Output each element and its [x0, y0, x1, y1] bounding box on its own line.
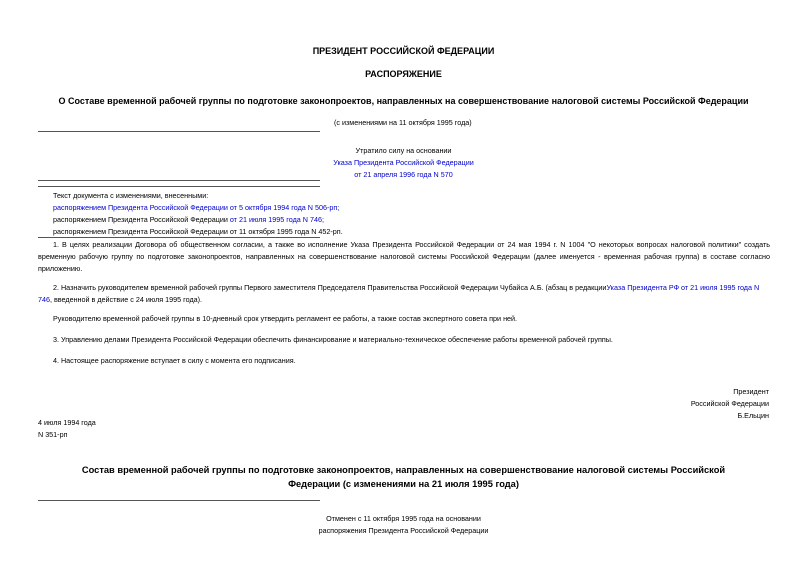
change-item-2-prefix: распоряжением Президента Российской Федерации: [53, 215, 230, 224]
appendix-cancel-line2: распоряжения Президента Российской Федерации: [318, 526, 489, 535]
changes-block: [53, 190, 343, 238]
divider-1: [38, 131, 320, 132]
invalidation-decree-date-link[interactable]: от 21 апреля 1996 года N 570: [354, 170, 453, 179]
document-title: О Составе временной рабочей группы по подготовке законопроектов, направленных на совершенствование налоговой системы Российской Федерации: [58, 96, 749, 106]
amendments-note: (с изменениями на 11 октября 1995 года): [334, 118, 472, 127]
paragraph-2-link[interactable]: Указа Президента РФ от 21 июля 1995 года N 746: [38, 283, 760, 304]
paragraph-2-start: 2. Назначить руководителем временной рабочей группы Первого заместителя Председателя Правительства Российской Федерации Чубайса А.Б. (абзац в редакции: [53, 283, 607, 292]
divider-2: [38, 180, 320, 181]
divider-5: [38, 500, 320, 501]
invalidated-notice: [0, 145, 807, 181]
appendix-title: Состав временной рабочей группы по подготовке законопроектов, направленных на совершенствование налоговой системы Российской Федерации (с изменениями на 21 июля 1995 года): [81, 465, 726, 489]
appendix-cancel-notice: [0, 513, 807, 537]
appendix-cancel-line1: Отменен с 11 октября 1995 года на основании: [326, 514, 481, 523]
change-item-3: распоряжением Президента Российской Федерации от 11 октября 1995 года N 452-рп.: [53, 227, 343, 236]
changes-intro: Текст документа с изменениями, внесенными:: [53, 191, 209, 200]
president-heading: ПРЕЗИДЕНТ РОССИЙСКОЙ ФЕДЕРАЦИИ: [312, 46, 495, 56]
paragraph-1: 1. В целях реализации Договора об общественном согласии, а также во исполнение Указа Президента Российской Федерации от 24 мая 1994 г. N 1004 "О некоторых вопросах налоговой политики" создать временную рабочую группу по подготовке законопроектов, направленных на совершенствование налоговой системы Российской Федерации (далее именуется - временная рабочая группа) в составе согласно приложению.: [38, 240, 770, 273]
signature-block: [691, 386, 769, 422]
divider-3: [38, 186, 320, 187]
date-block: [38, 417, 96, 441]
signature-name: Б.Ельцин: [737, 411, 769, 420]
change-item-2: [53, 214, 343, 226]
document-date: 4 июля 1994 года: [38, 418, 96, 427]
paragraph-4: 3. Управлению делами Президента Российской Федерации обеспечить финансирование и материально-техническое обеспечение работы временной рабочей группы.: [53, 335, 613, 344]
paragraph-5: 4. Настоящее распоряжение вступает в силу с момента его подписания.: [53, 356, 296, 365]
paragraph-2-end: , введенной в действие с 24 июля 1995 года).: [50, 295, 203, 304]
divider-4: [38, 237, 320, 238]
document-type-heading: РАСПОРЯЖЕНИЕ: [365, 69, 442, 79]
invalidated-line1: Утратило силу на основании: [355, 146, 452, 155]
invalidation-decree-link[interactable]: Указа Президента Российской Федерации: [333, 158, 474, 167]
change-link-2[interactable]: от 21 июля 1995 года N 746;: [229, 215, 324, 224]
signature-country: Российской Федерации: [690, 399, 769, 408]
signature-title: Президент: [733, 387, 769, 396]
paragraph-3: Руководителю временной рабочей группы в 10-дневный срок утвердить регламент ее работы, а также состав экспертного совета при ней.: [53, 314, 518, 323]
paragraph-2: [38, 282, 770, 306]
change-link-1[interactable]: распоряжением Президента Российской Федерации от 5 октября 1994 года N 506-рп;: [53, 203, 340, 212]
document-number: N 351-рп: [38, 430, 68, 439]
